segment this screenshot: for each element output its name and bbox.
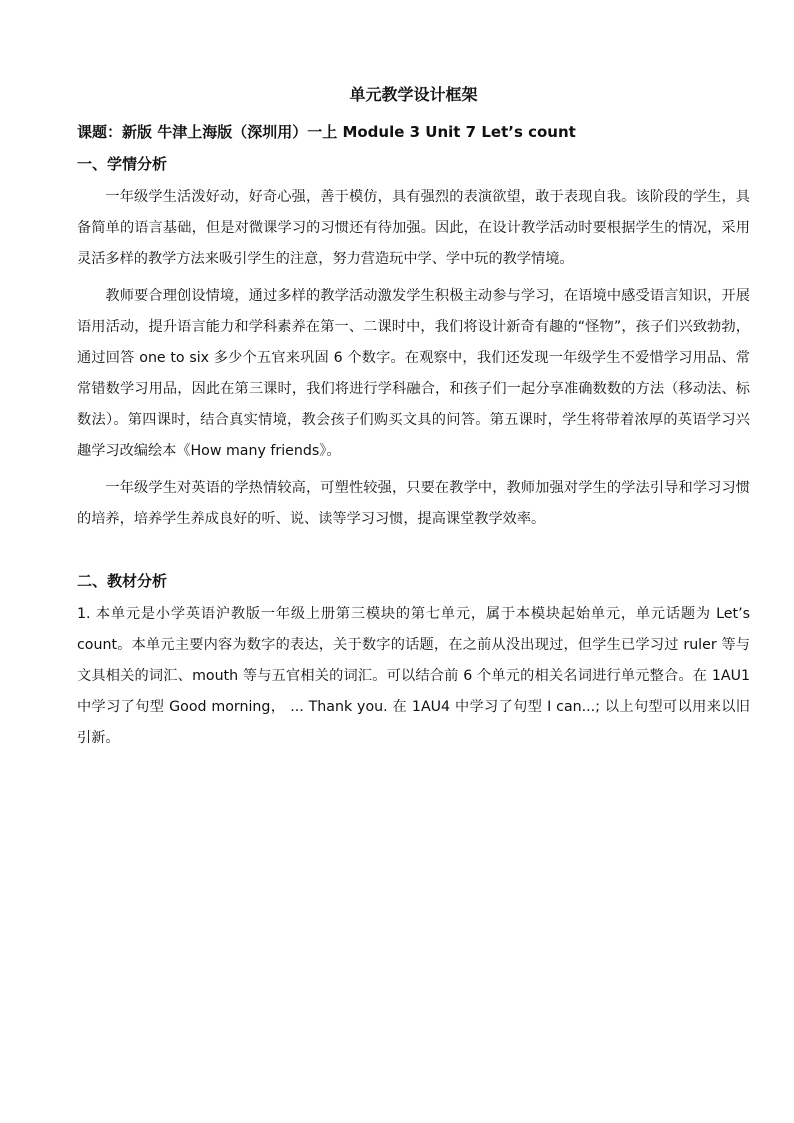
document-title: 单元教学设计框架 [349, 85, 478, 104]
paragraph: 教师要合理创设情境，通过多样的教学活动激发学生积极主动参与学习，在语境中感受语言知识，开展语用活动，提升语言能力和学科素养在第一、二课时中，我们将设计新奇有趣的“怪物”，孩子们兴致勃勃，通过回答 one to six 多少个五官来巩固 6 个数字。在观察中，我们还发现一年级学生不爱惜学习用品、常常错数学习用品，因此在第三课时，我们将进行学科融合，和孩子们一起分享准确数数的方法（移动法、标数法）。第四课时，结合真实情境，教会孩子们购买文具的问答。第五课时，学生将带着浓厚的英语学习兴趣学习改编绘本《How many friends》。 [77, 288, 750, 459]
section-heading-textbook-analysis: 二、教材分析 [77, 572, 168, 590]
paragraph: 1. 本单元是小学英语沪教版一年级上册第三模块的第七单元，属于本模块起始单元，单元话题为 Let’s count。本单元主要内容为数字的表达，关于数字的话题，在之前从没出现过，但学生已学习过 ruler 等与文具相关的词汇、mouth 等与五官相关的词汇。可以结合前 6 个单元的相关名词进行单元整合。在 1AU1 中学习了句型 Good morning， ... Thank you. 在 1AU4 中学习了句型 I can...; 以上句型可以用来以旧引新。 [77, 606, 750, 746]
section-heading-learner-analysis: 一、学情分析 [77, 155, 168, 173]
lesson-subject: 课题：新版 牛津上海版（深圳用）一上 Module 3 Unit 7 Let’s count [77, 123, 576, 141]
paragraph: 一年级学生对英语的学热情较高，可塑性较强，只要在教学中，教师加强对学生的学法引导和学习习惯的培养，培养学生养成良好的听、说、读等学习习惯，提高课堂教学效率。 [77, 480, 750, 527]
paragraph: 一年级学生活泼好动，好奇心强，善于模仿，具有强烈的表演欲望，敢于表现自我。该阶段的学生，具备简单的语言基础，但是对微课学习的习惯还有待加强。因此，在设计教学活动时要根据学生的情况，采用灵活多样的教学方法来吸引学生的注意，努力营造玩中学、学中玩的教学情境。 [77, 189, 750, 267]
